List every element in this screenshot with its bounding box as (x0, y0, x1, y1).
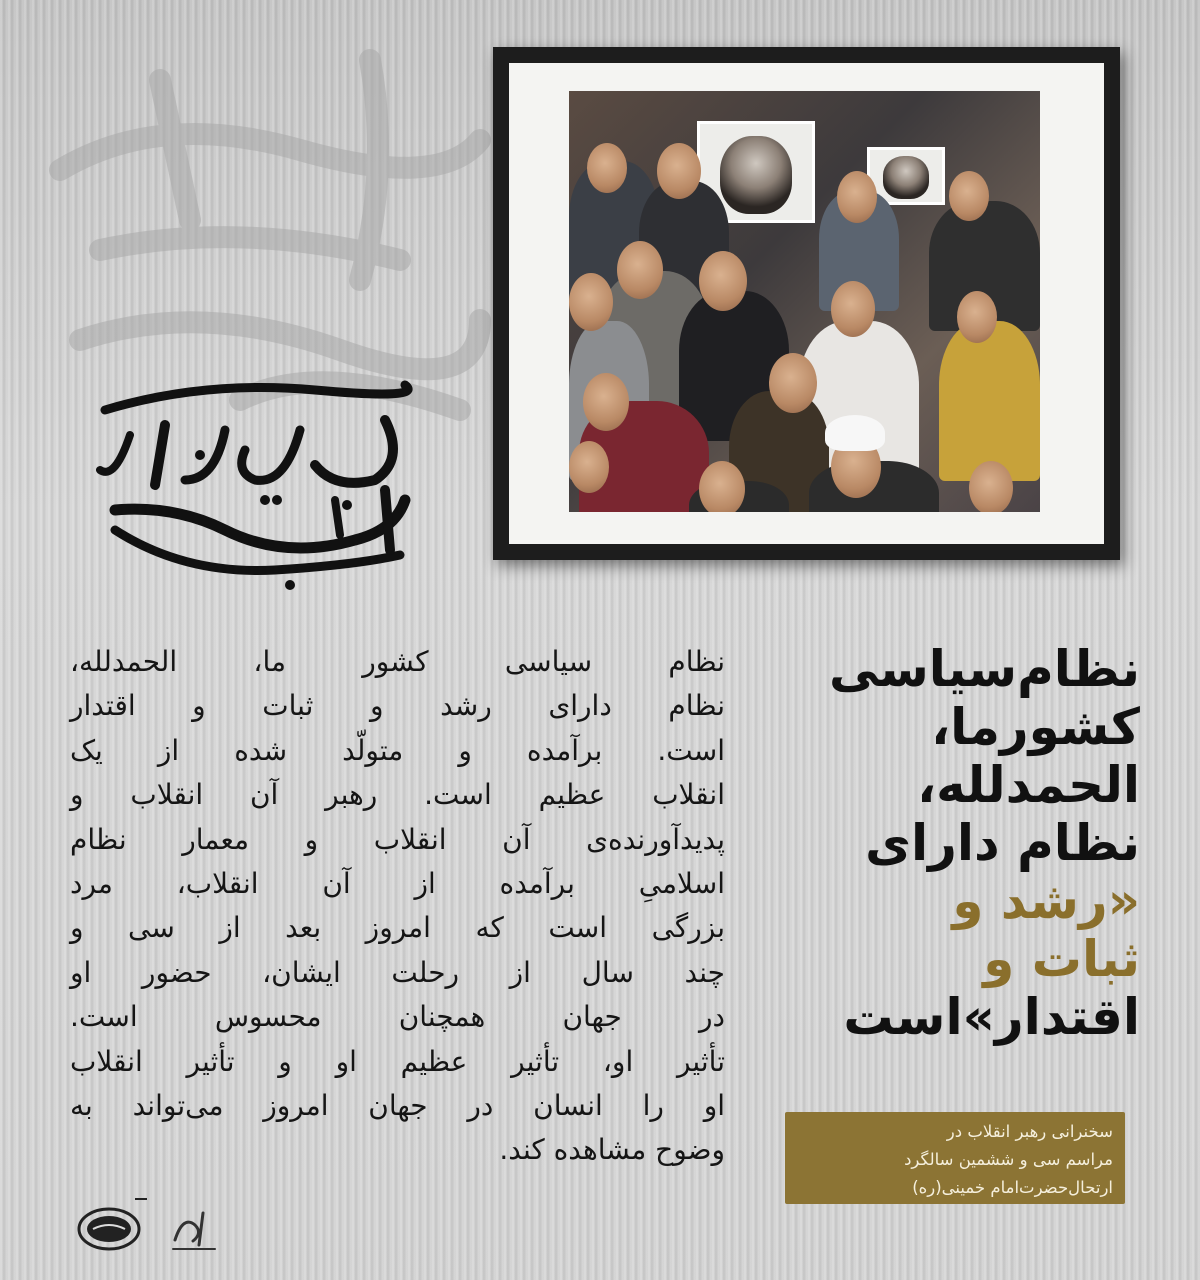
caption-line-3: ارتحال‌حضرت‌امام خمینی(ره) (912, 1178, 1113, 1197)
body-line-3: است. برآمده و متولّد شده از یک (70, 733, 725, 767)
body-line-2: نظام دارای رشد و ثبات و اقتدار (70, 689, 725, 723)
round-seal-icon (79, 1199, 147, 1249)
headline (770, 640, 1140, 1046)
headline-line-2: کشورما، (931, 698, 1140, 756)
headline-line-1: نظام‌سیاسی (828, 640, 1140, 698)
caption-line-2: مراسم سی و ششمین سالگرد (904, 1150, 1113, 1169)
body-line-6: اسلامیِ برآمده از آن انقلاب، مرد (70, 867, 725, 901)
body-line-7: بزرگی است که امروز بعد از سی و (70, 911, 725, 945)
headline-line-7: اقتدار»است (843, 988, 1140, 1046)
body-line-11: او را انسان در جهان امروز می‌تواند به (70, 1089, 725, 1123)
footer-logos (75, 1195, 220, 1255)
crowd-photo (569, 91, 1040, 512)
calligraphy-logo-icon (85, 360, 420, 590)
headline-line-5: «رشد و (952, 872, 1140, 930)
body-line-5: پدیدآورنده‌ی آن انقلاب و معمار نظام (70, 822, 725, 856)
caption-line-1: سخنرانی رهبر انقلاب در (946, 1122, 1113, 1141)
photo-mat (509, 63, 1104, 544)
photo-frame (493, 47, 1120, 560)
caption-box (785, 1112, 1125, 1204)
body-line-4: انقلاب عظیم است. رهبر آن انقلاب و (70, 778, 725, 812)
body-text (70, 640, 725, 1173)
body-line-9: در جهان همچنان محسوس است. (70, 1000, 725, 1034)
body-line-8: چند سال از رحلت ایشان، حضور او (70, 955, 725, 989)
body-line-12: وضوح مشاهده کند. (499, 1133, 725, 1167)
headline-line-4: نظام دارای (865, 814, 1140, 872)
brand-logo-icon (173, 1213, 215, 1249)
headline-line-3: الحمدلله، (917, 756, 1140, 814)
body-line-10: تأثیر او، تأثیر عظیم او و تأثیر انقلاب (70, 1044, 725, 1078)
body-line-1: نظام سیاسی کشور ما، الحمدلله، (70, 645, 725, 678)
headline-line-6: ثبات و (983, 930, 1140, 988)
